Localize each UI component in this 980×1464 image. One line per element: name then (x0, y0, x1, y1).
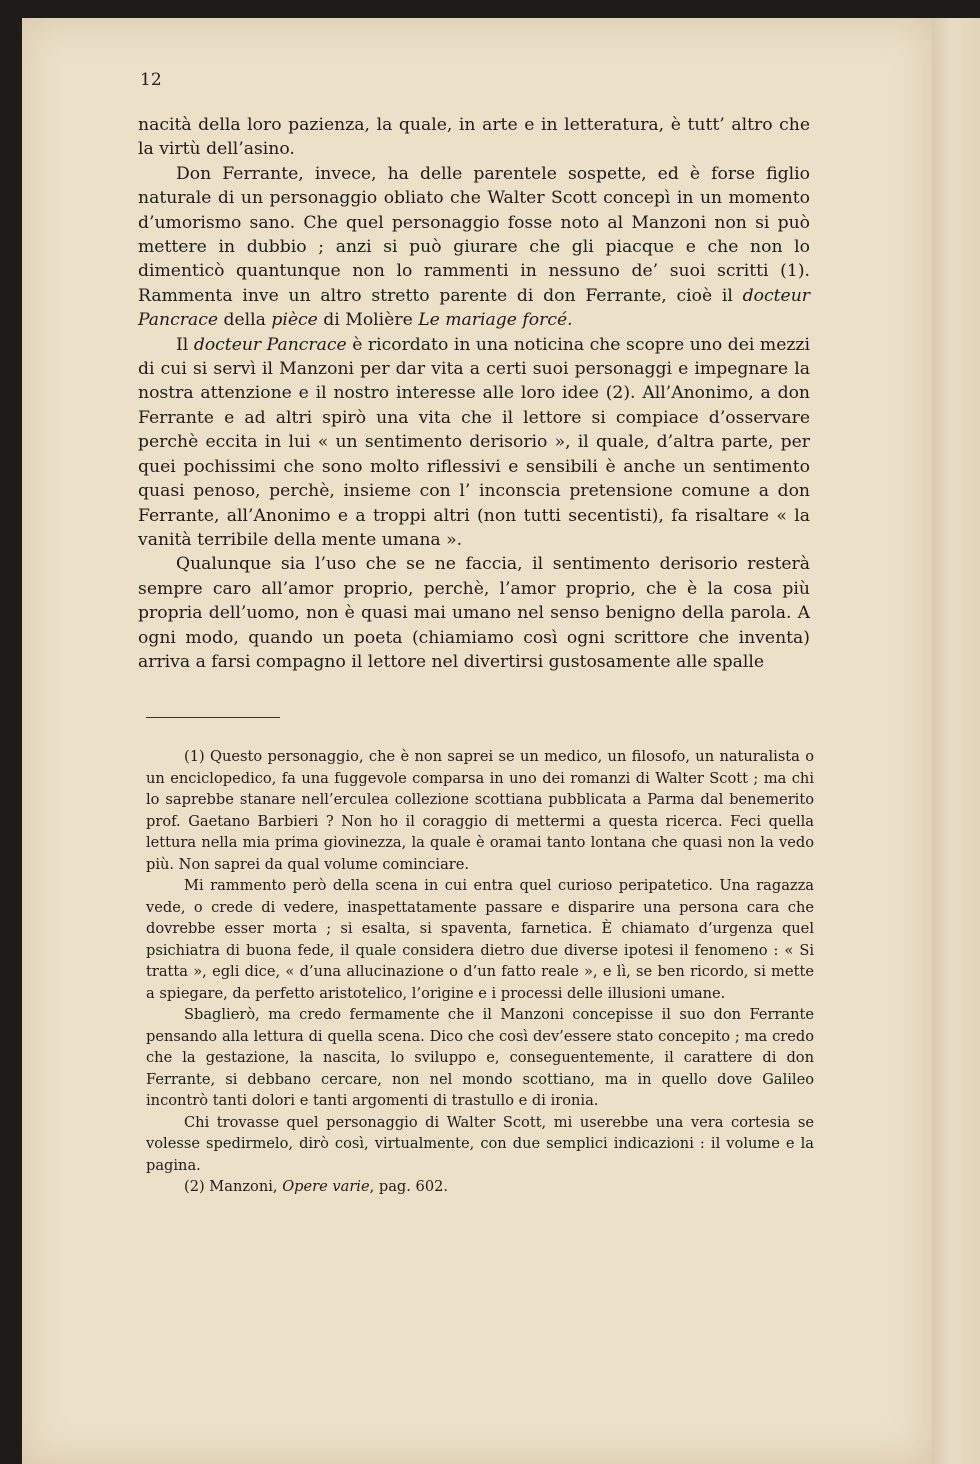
paragraph-4 (138, 552, 810, 674)
footnote-divider (146, 717, 280, 718)
main-text (138, 113, 810, 674)
footnote-5-segment: Opere varie (282, 1178, 370, 1195)
para-3-segment: è ricordato in una noticina che scopre uno dei mezzi di cui si servì il Manzoni per dar vita a certi suoi personaggi e impegnare la nostra attenzione e il nostro interesse alle loro idee (2). All’Anonimo, a don Ferrante e ad altri spirò una vita che il lettore si compiace d’osservare perchè eccita in lui « un sentimento derisorio », il quale, d’altra parte, per quei pochissimi che sono molto riflessivi e sensibili è anche un sentimento quasi penoso, perchè, insieme con l’ inconscia pretensione comune a don Ferrante, all’Anonimo e a troppi altri (non tutti secentisti), fa risaltare « la vanità terribile della mente umana ». (138, 334, 810, 550)
para-2-segment: della (218, 310, 272, 331)
para-2-segment: Don Ferrante, invece, ha delle parentele sospette, ed è forse figlio naturale di un personaggio obliato che Walter Scott concepì in un momento d’umorismo sano. Che quel personaggio fosse noto al Manzoni non si può mettere in dubbio ; anzi si può giurare che gli piacque e che non lo dimenticò quantunque non lo rammenti in nessuno de’ suoi scritti (1). Rammenta inve un altro stretto parente di don Ferrante, cioè il (138, 163, 810, 306)
para-2-segment: Le mariage forcé. (418, 310, 573, 331)
footnote-2 (146, 1176, 814, 1198)
para-2-segment: di Molière (317, 310, 419, 331)
paragraph-1 (138, 113, 810, 162)
footnote-1-continued-b (146, 1004, 814, 1112)
next-page-edge (932, 18, 980, 1464)
para-3-segment: Il (176, 334, 194, 355)
footnote-1 (146, 746, 814, 875)
footnote-1-continued-a (146, 875, 814, 1004)
footnote-1-segment: (1) Questo personaggio, che è non saprei se un medico, un filosofo, un naturalista o un enciclopedico, fa una fuggevole comparsa in uno dei romanzi di Walter Scott ; ma chi lo saprebbe stanare nell’erculea collezione scottiana pubblicata a Parma dal benemerito prof. Gaetano Barbieri ? Non ho il coraggio di mettermi a questa ricerca. Feci quella lettura nella mia prima giovinezza, la quale è oramai tanto lontana che quasi non la vedo più. Non saprei da qual volume cominciare. (146, 748, 814, 873)
footnote-2-segment: Mi rammento però della scena in cui entra quel curioso peripatetico. Una ragazza vede, o crede di vedere, inaspettatamente passare e disparire una persona cara che dovrebbe esser morta ; si esalta, si spaventa, farnetica. È chiamato d’urgenza quel psichiatra di buona fede, il quale considera dietro due diverse ipotesi il fenomeno : « Si tratta », egli dice, « d’una allucinazione o d’un fatto reale », e lì, se ben ricordo, si mette a spiegare, da perfetto aristotelico, l’origine e i processi delle illusioni umane. (146, 877, 814, 1002)
para-2-segment: docteur Pancrace (138, 285, 810, 331)
footnote-3-segment: Sbaglierò, ma credo fermamente che il Manzoni concepisse il suo don Ferrante pensando alla lettura di quella scena. Dico che così dev’essere stato concepito ; ma credo che la gestazione, la nascita, lo sviluppo e, conseguentemente, il carattere di don Ferrante, si debbano cercare, non nel mondo scottiano, ma in quello dove Galileo incontrò tanti dolori e tanti argomenti di trastullo e di ironia. (146, 1006, 814, 1109)
scan-border-left (0, 0, 22, 1464)
footnote-5-segment: , pag. 602. (369, 1178, 449, 1195)
para-3-segment: docteur Pancrace (193, 334, 347, 355)
page-number: 12 (140, 70, 162, 90)
paragraph-2 (138, 162, 810, 333)
scan-border-top (0, 0, 980, 18)
para-4-segment: Qualunque sia l’uso che se ne faccia, il sentimento derisorio resterà sempre caro all’amor proprio, perchè, l’amor proprio, che è la cosa più propria dell’uomo, non è quasi mai umano nel senso benigno della parola. A ogni modo, quando un poeta (chiamiamo così ogni scrittore che inventa) arriva a farsi compagno il lettore nel divertirsi gustosamente alle spalle (138, 554, 810, 672)
para-2-segment: pièce (271, 310, 318, 331)
para-1-segment: nacità della loro pazienza, la quale, in arte e in letteratura, è tutt’ altro che la virtù dell’asino. (138, 115, 810, 160)
footnotes (146, 746, 814, 1198)
footnote-1-continued-c (146, 1112, 814, 1177)
footnote-4-segment: Chi trovasse quel personaggio di Walter Scott, mi userebbe una vera cortesia se volesse spedirmelo, dirò così, virtualmente, con due semplici indicazioni : il volume e la pagina. (146, 1113, 814, 1174)
paragraph-3 (138, 333, 810, 553)
footnote-5-segment: (2) Manzoni, (184, 1178, 283, 1195)
